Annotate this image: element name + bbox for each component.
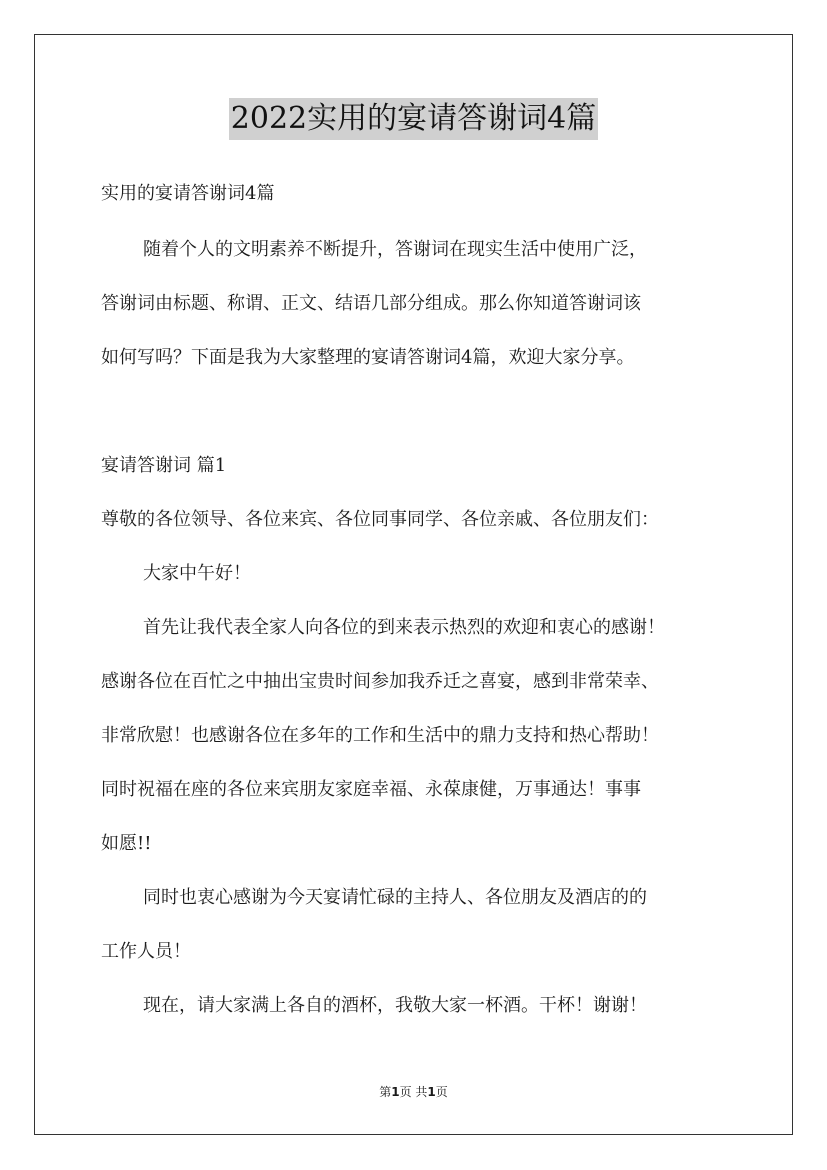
para1-line-1: 首先让我代表全家人向各位的到来表示热烈的欢迎和衷心的感谢！ [143,617,665,638]
footer-page-total: 1 [427,1085,436,1099]
footer-page-num: 1 [391,1085,400,1099]
para1-line-2: 感谢各位在百忙之中抽出宝贵时间参加我乔迁之喜宴，感到非常荣幸、 [101,671,659,692]
footer-prefix: 第 [379,1085,392,1099]
para1-line-4: 同时祝福在座的各位来宾朋友家庭幸福、永葆康健，万事通达！事事 [101,779,641,800]
footer-suffix: 页 [435,1085,448,1099]
page-footer [0,1084,827,1100]
greeting: 大家中午好！ [143,563,251,584]
footer-mid: 页 共 [399,1085,428,1099]
salutation: 尊敬的各位领导、各位来宾、各位同事同学、各位亲戚、各位朋友们： [101,509,659,530]
intro-line-1: 随着个人的文明素养不断提升，答谢词在现实生活中使用广泛， [143,239,647,260]
document-title: 2022实用的宴请答谢词4篇 [229,98,598,140]
document-subtitle: 实用的宴请答谢词4篇 [101,183,275,204]
para2-line-2: 工作人员！ [101,941,191,962]
section-heading: 宴请答谢词 篇1 [101,455,227,476]
intro-line-3: 如何写吗？下面是我为大家整理的宴请答谢词4篇，欢迎大家分享。 [101,347,635,368]
para2-line-1: 同时也衷心感谢为今天宴请忙碌的主持人、各位朋友及酒店的的 [143,887,647,908]
para1-line-5: 如愿!! [101,833,152,854]
para1-line-3: 非常欣慰！也感谢各位在多年的工作和生活中的鼎力支持和热心帮助！ [101,725,659,746]
title-container [0,98,827,140]
closing-line: 现在，请大家满上各自的酒杯，我敬大家一杯酒。干杯！谢谢！ [143,995,647,1016]
intro-line-2: 答谢词由标题、称谓、正文、结语几部分组成。那么你知道答谢词该 [101,293,641,314]
